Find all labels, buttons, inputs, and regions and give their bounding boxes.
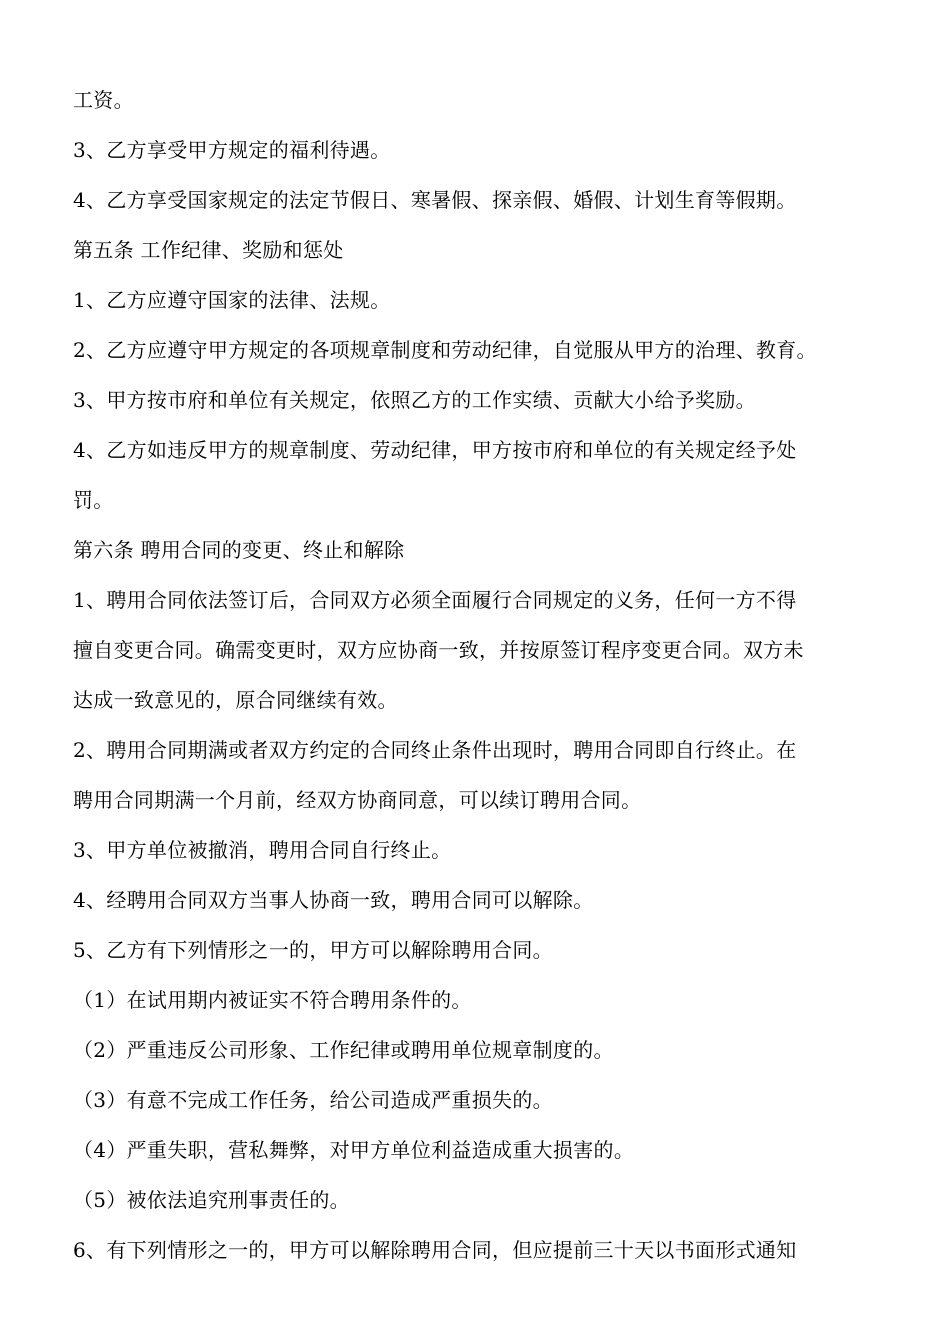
list-item: （1）在试用期内被证实不符合聘用条件的。 [73,988,472,1012]
list-item: （4）严重失职，营私舞弊，对甲方单位利益造成重大损害的。 [73,1138,635,1162]
text-line: 1、乙方应遵守国家的法律、法规。 [73,288,391,312]
text-line: 2、聘用合同期满或者双方约定的合同终止条件出现时，聘用合同即自行终止。在 [73,738,797,762]
text-line: 2、乙方应遵守甲方规定的各项规章制度和劳动纪律，自觉服从甲方的治理、教育。 [73,338,817,362]
section-heading: 第五条 工作纪律、奖励和惩处 [73,238,344,262]
text-line: 3、乙方享受甲方规定的福利待遇。 [73,138,391,162]
list-item: （5）被依法追究刑事责任的。 [73,1188,350,1212]
text-line: 5、乙方有下列情形之一的，甲方可以解除聘用合同。 [73,938,553,962]
text-line: 1、聘用合同依法签订后，合同双方必须全面履行合同规定的义务，任何一方不得 [73,588,797,612]
list-item: （3）有意不完成工作任务，给公司造成严重损失的。 [73,1088,553,1112]
text-line: 6、有下列情形之一的，甲方可以解除聘用合同，但应提前三十天以书面形式通知 [73,1238,797,1262]
text-line: 工资。 [73,88,134,112]
list-item: （2）严重违反公司形象、工作纪律或聘用单位规章制度的。 [73,1038,614,1062]
section-heading: 第六条 聘用合同的变更、终止和解除 [73,538,405,562]
text-line: 聘用合同期满一个月前，经双方协商同意，可以续订聘用合同。 [73,788,642,812]
text-line: 3、甲方按市府和单位有关规定，依照乙方的工作实绩、贡献大小给予奖励。 [73,388,756,412]
text-line: 4、乙方如违反甲方的规章制度、劳动纪律，甲方按市府和单位的有关规定经予处 [73,438,797,462]
text-line: 达成一致意见的，原合同继续有效。 [73,688,398,712]
text-line: 罚。 [73,488,114,512]
text-line: 4、经聘用合同双方当事人协商一致，聘用合同可以解除。 [73,888,594,912]
text-line: 4、乙方享受国家规定的法定节假日、寒暑假、探亲假、婚假、计划生育等假期。 [73,188,797,212]
text-line: 擅自变更合同。确需变更时，双方应协商一致，并按原签订程序变更合同。双方未 [73,638,804,662]
text-line: 3、甲方单位被撤消，聘用合同自行终止。 [73,838,452,862]
